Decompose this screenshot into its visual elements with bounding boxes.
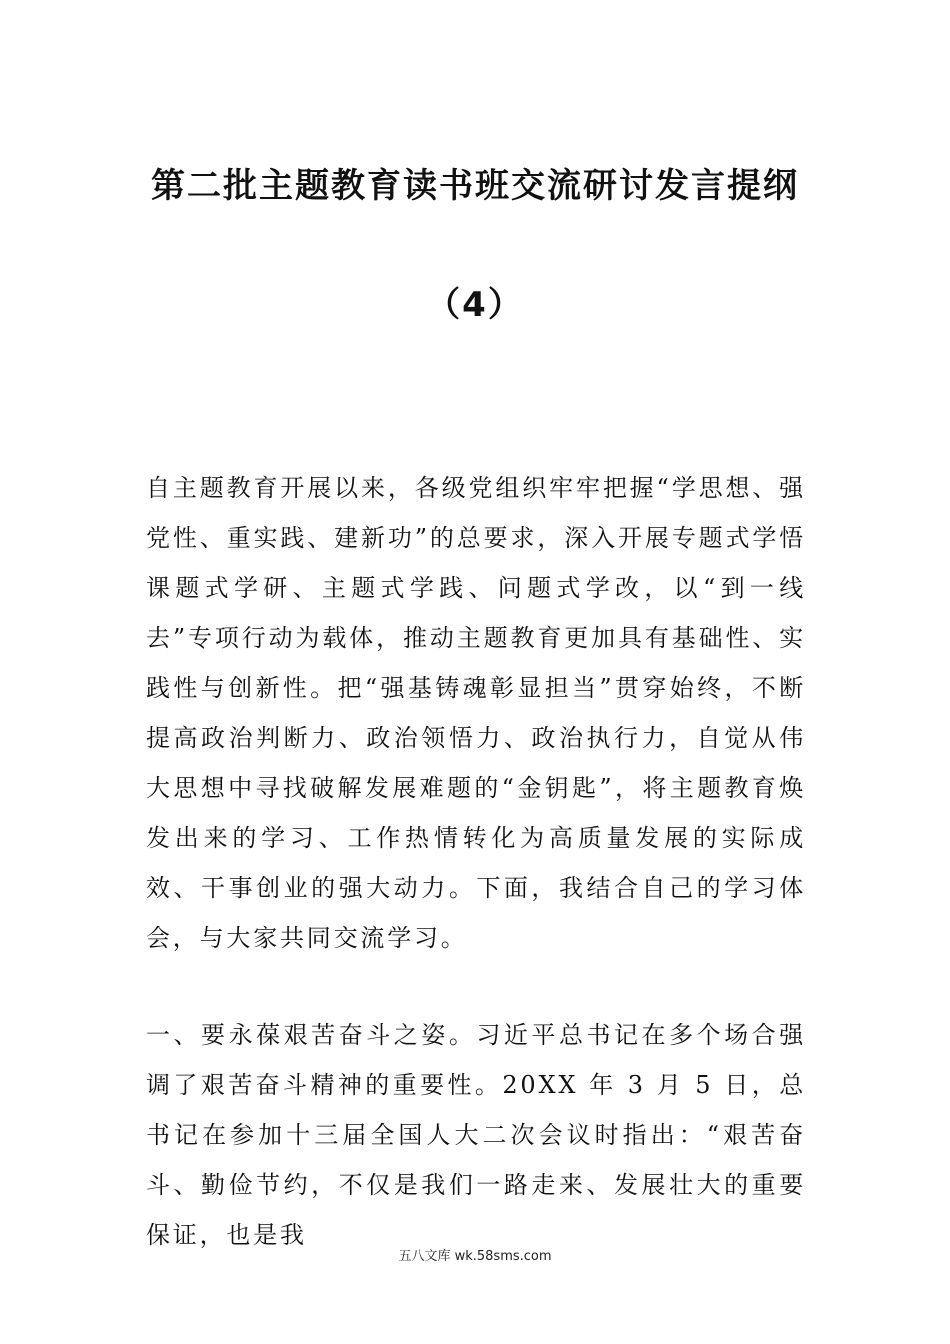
footer-watermark: 五八文库 wk.58sms.com	[398, 1249, 552, 1264]
intro-paragraph: 自主题教育开展以来，各级党组织牢牢把握“学思想、强党性、重实践、建新功”的总要求，深入开展专题式学悟课题式学研、主题式学践、问题式学改，以“到一线去”专项行动为载体，推动主题教育更加具有基础性、实践性与创新性。把“强基铸魂彰显担当”贯穿始终，不断提高政治判断力、政治领悟力、政治执行力，自觉从伟大思想中寻找破解发展难题的“金钥匙”，将主题教育焕发出来的学习、工作热情转化为高质量发展的实际成效、干事创业的强大动力。下面，我结合自己的学习体会，与大家共同交流学习。	[146, 474, 806, 952]
section-one-paragraph: 一、要永葆艰苦奋斗之姿。习近平总书记在多个场合强调了艰苦奋斗精神的重要性。20XX 年 3 月 5 日，总书记在参加十三届全国人大二次会议时指出：“艰苦奋斗、勤俭节约，不仅是我们一路走来、发展壮大的重要保证，也是我	[146, 1021, 806, 1249]
document-title: 第二批主题教育读书班交流研讨发言提纲	[151, 166, 799, 206]
document-title-number: （4）	[426, 285, 524, 325]
